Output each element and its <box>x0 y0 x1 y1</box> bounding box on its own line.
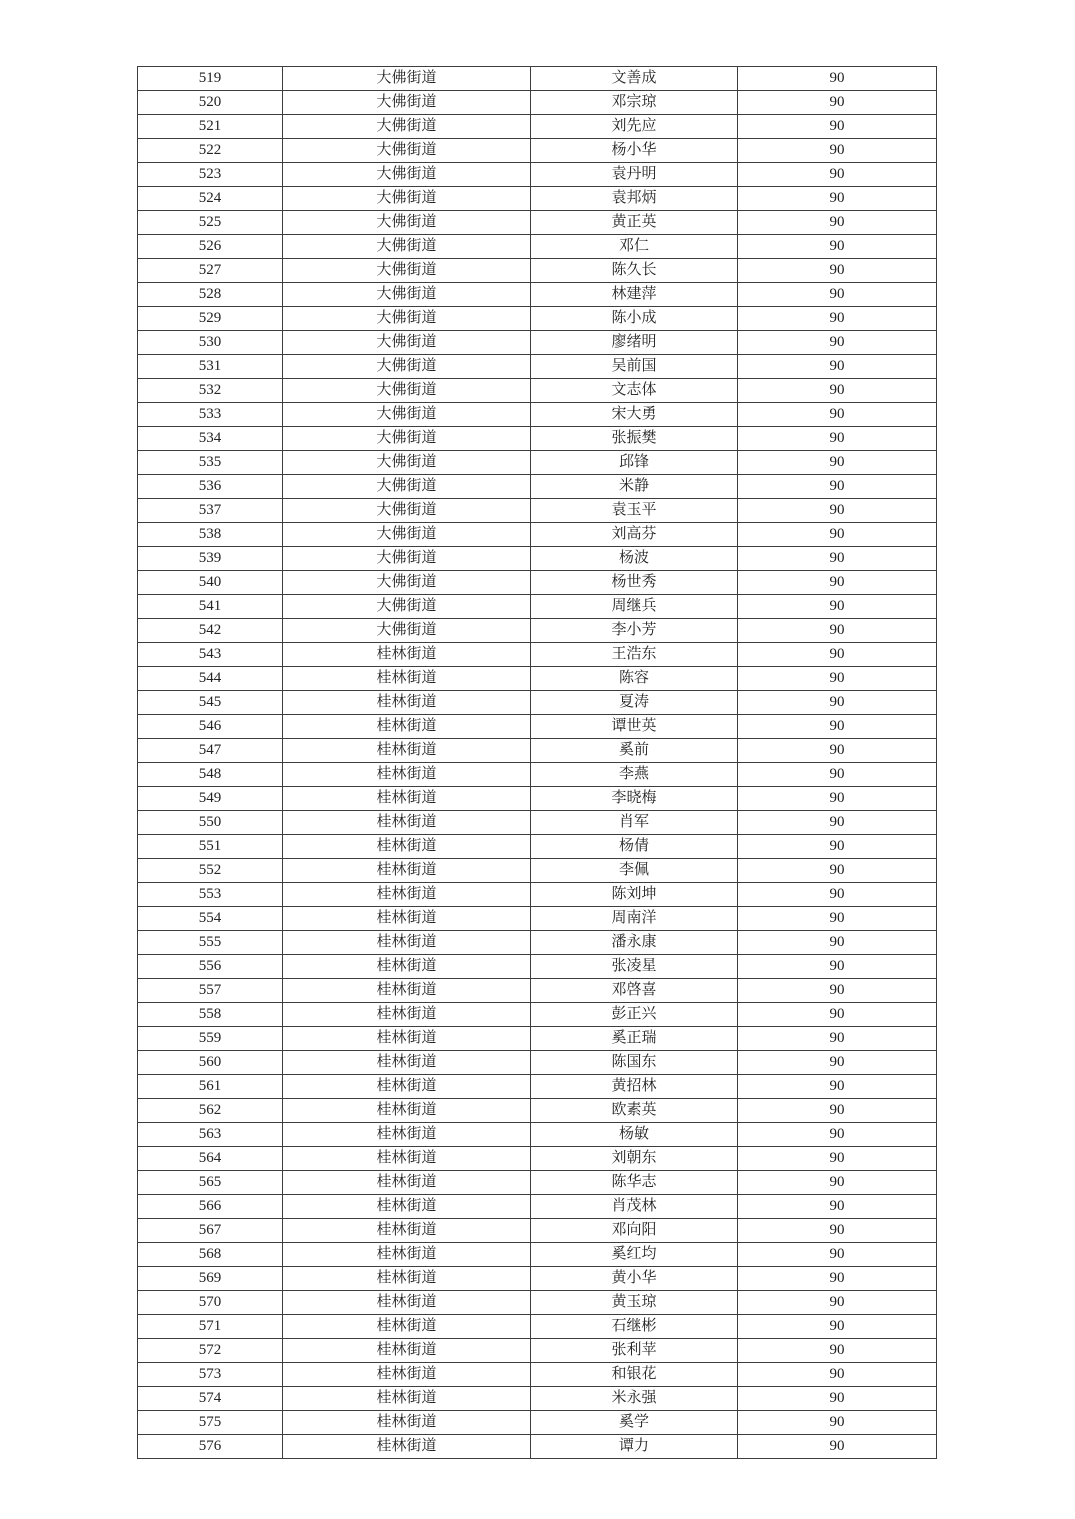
cell-street: 桂林街道 <box>283 739 531 763</box>
cell-street: 桂林街道 <box>283 1339 531 1363</box>
table-row <box>138 1267 937 1291</box>
cell-street: 大佛街道 <box>283 355 531 379</box>
cell-name: 邓宗琼 <box>531 91 738 115</box>
table-row <box>138 1051 937 1075</box>
cell-street: 桂林街道 <box>283 715 531 739</box>
cell-street: 桂林街道 <box>283 1411 531 1435</box>
table-row <box>138 1339 937 1363</box>
cell-name: 杨敏 <box>531 1123 738 1147</box>
cell-index: 553 <box>138 883 283 907</box>
cell-index: 536 <box>138 475 283 499</box>
cell-street: 桂林街道 <box>283 643 531 667</box>
cell-street: 大佛街道 <box>283 475 531 499</box>
cell-score: 90 <box>738 1363 937 1387</box>
table-row <box>138 547 937 571</box>
cell-score: 90 <box>738 1219 937 1243</box>
cell-index: 540 <box>138 571 283 595</box>
cell-street: 大佛街道 <box>283 523 531 547</box>
cell-score: 90 <box>738 907 937 931</box>
table-row <box>138 763 937 787</box>
cell-street: 大佛街道 <box>283 139 531 163</box>
cell-score: 90 <box>738 235 937 259</box>
table-row <box>138 811 937 835</box>
cell-index: 570 <box>138 1291 283 1315</box>
table-row <box>138 139 937 163</box>
table-row <box>138 883 937 907</box>
table-row <box>138 1171 937 1195</box>
cell-name: 奚学 <box>531 1411 738 1435</box>
table-row <box>138 523 937 547</box>
cell-name: 袁玉平 <box>531 499 738 523</box>
cell-index: 554 <box>138 907 283 931</box>
cell-name: 陈刘坤 <box>531 883 738 907</box>
cell-index: 558 <box>138 1003 283 1027</box>
cell-name: 杨世秀 <box>531 571 738 595</box>
cell-name: 陈华志 <box>531 1171 738 1195</box>
cell-index: 538 <box>138 523 283 547</box>
cell-street: 桂林街道 <box>283 667 531 691</box>
table-row <box>138 331 937 355</box>
cell-score: 90 <box>738 379 937 403</box>
table-row <box>138 979 937 1003</box>
cell-score: 90 <box>738 115 937 139</box>
cell-street: 大佛街道 <box>283 331 531 355</box>
cell-index: 539 <box>138 547 283 571</box>
cell-name: 杨小华 <box>531 139 738 163</box>
cell-score: 90 <box>738 595 937 619</box>
cell-index: 559 <box>138 1027 283 1051</box>
table-row <box>138 427 937 451</box>
cell-name: 张利苹 <box>531 1339 738 1363</box>
cell-name: 杨倩 <box>531 835 738 859</box>
cell-street: 桂林街道 <box>283 691 531 715</box>
cell-name: 杨波 <box>531 547 738 571</box>
table-row <box>138 1315 937 1339</box>
cell-score: 90 <box>738 1387 937 1411</box>
table-row <box>138 1003 937 1027</box>
cell-score: 90 <box>738 187 937 211</box>
cell-name: 和银花 <box>531 1363 738 1387</box>
cell-index: 561 <box>138 1075 283 1099</box>
cell-street: 大佛街道 <box>283 115 531 139</box>
cell-score: 90 <box>738 1027 937 1051</box>
cell-name: 周继兵 <box>531 595 738 619</box>
cell-name: 黄正英 <box>531 211 738 235</box>
cell-street: 桂林街道 <box>283 1123 531 1147</box>
table-row <box>138 739 937 763</box>
cell-score: 90 <box>738 403 937 427</box>
cell-index: 576 <box>138 1435 283 1459</box>
cell-name: 奚前 <box>531 739 738 763</box>
cell-name: 黄招林 <box>531 1075 738 1099</box>
cell-index: 535 <box>138 451 283 475</box>
cell-name: 米永强 <box>531 1387 738 1411</box>
cell-street: 桂林街道 <box>283 1387 531 1411</box>
cell-score: 90 <box>738 475 937 499</box>
cell-street: 桂林街道 <box>283 955 531 979</box>
table-row <box>138 91 937 115</box>
table-row <box>138 571 937 595</box>
table-row <box>138 451 937 475</box>
cell-index: 567 <box>138 1219 283 1243</box>
cell-index: 548 <box>138 763 283 787</box>
cell-name: 潘永康 <box>531 931 738 955</box>
cell-index: 529 <box>138 307 283 331</box>
cell-score: 90 <box>738 883 937 907</box>
cell-index: 530 <box>138 331 283 355</box>
cell-score: 90 <box>738 163 937 187</box>
cell-score: 90 <box>738 1099 937 1123</box>
table-row <box>138 691 937 715</box>
table-body <box>138 67 937 1459</box>
cell-name: 欧素英 <box>531 1099 738 1123</box>
cell-index: 572 <box>138 1339 283 1363</box>
cell-name: 吴前国 <box>531 355 738 379</box>
table-row <box>138 1363 937 1387</box>
cell-score: 90 <box>738 91 937 115</box>
cell-index: 560 <box>138 1051 283 1075</box>
cell-score: 90 <box>738 1267 937 1291</box>
cell-name: 谭力 <box>531 1435 738 1459</box>
table-row <box>138 475 937 499</box>
table-row <box>138 187 937 211</box>
cell-score: 90 <box>738 1195 937 1219</box>
cell-score: 90 <box>738 835 937 859</box>
cell-name: 邓向阳 <box>531 1219 738 1243</box>
cell-score: 90 <box>738 211 937 235</box>
cell-street: 桂林街道 <box>283 1099 531 1123</box>
cell-score: 90 <box>738 307 937 331</box>
cell-score: 90 <box>738 931 937 955</box>
cell-name: 袁丹明 <box>531 163 738 187</box>
table-row <box>138 1099 937 1123</box>
cell-street: 大佛街道 <box>283 259 531 283</box>
cell-index: 568 <box>138 1243 283 1267</box>
cell-name: 李佩 <box>531 859 738 883</box>
cell-street: 桂林街道 <box>283 1435 531 1459</box>
cell-street: 桂林街道 <box>283 1171 531 1195</box>
cell-index: 566 <box>138 1195 283 1219</box>
cell-score: 90 <box>738 451 937 475</box>
cell-index: 537 <box>138 499 283 523</box>
cell-index: 571 <box>138 1315 283 1339</box>
table-row <box>138 67 937 91</box>
cell-name: 肖军 <box>531 811 738 835</box>
cell-index: 565 <box>138 1171 283 1195</box>
table-row <box>138 163 937 187</box>
table-row <box>138 1411 937 1435</box>
cell-name: 文志体 <box>531 379 738 403</box>
cell-score: 90 <box>738 259 937 283</box>
cell-name: 刘朝东 <box>531 1147 738 1171</box>
cell-index: 556 <box>138 955 283 979</box>
cell-name: 米静 <box>531 475 738 499</box>
cell-index: 549 <box>138 787 283 811</box>
table-row <box>138 379 937 403</box>
cell-name: 陈国东 <box>531 1051 738 1075</box>
table-row <box>138 787 937 811</box>
cell-name: 李燕 <box>531 763 738 787</box>
cell-score: 90 <box>738 811 937 835</box>
cell-name: 邓仁 <box>531 235 738 259</box>
cell-name: 袁邦炳 <box>531 187 738 211</box>
cell-name: 邓啓喜 <box>531 979 738 1003</box>
cell-index: 521 <box>138 115 283 139</box>
cell-score: 90 <box>738 427 937 451</box>
cell-score: 90 <box>738 643 937 667</box>
table-row <box>138 307 937 331</box>
cell-score: 90 <box>738 979 937 1003</box>
cell-score: 90 <box>738 955 937 979</box>
table-row <box>138 235 937 259</box>
cell-name: 奚正瑞 <box>531 1027 738 1051</box>
cell-street: 桂林街道 <box>283 859 531 883</box>
cell-street: 桂林街道 <box>283 1027 531 1051</box>
table-row <box>138 211 937 235</box>
cell-score: 90 <box>738 523 937 547</box>
cell-score: 90 <box>738 1123 937 1147</box>
table-row <box>138 1195 937 1219</box>
cell-street: 大佛街道 <box>283 163 531 187</box>
cell-score: 90 <box>738 1003 937 1027</box>
table-row <box>138 835 937 859</box>
cell-index: 533 <box>138 403 283 427</box>
cell-street: 桂林街道 <box>283 1315 531 1339</box>
cell-score: 90 <box>738 1051 937 1075</box>
cell-score: 90 <box>738 67 937 91</box>
table-row <box>138 1435 937 1459</box>
cell-street: 桂林街道 <box>283 907 531 931</box>
cell-index: 552 <box>138 859 283 883</box>
cell-street: 大佛街道 <box>283 91 531 115</box>
cell-street: 桂林街道 <box>283 1363 531 1387</box>
cell-index: 557 <box>138 979 283 1003</box>
table-row <box>138 115 937 139</box>
cell-index: 551 <box>138 835 283 859</box>
cell-name: 李晓梅 <box>531 787 738 811</box>
cell-score: 90 <box>738 547 937 571</box>
cell-index: 526 <box>138 235 283 259</box>
cell-name: 奚红均 <box>531 1243 738 1267</box>
cell-index: 534 <box>138 427 283 451</box>
cell-score: 90 <box>738 1315 937 1339</box>
cell-street: 大佛街道 <box>283 283 531 307</box>
table-row <box>138 643 937 667</box>
cell-score: 90 <box>738 739 937 763</box>
cell-score: 90 <box>738 691 937 715</box>
cell-index: 527 <box>138 259 283 283</box>
cell-index: 520 <box>138 91 283 115</box>
data-table <box>137 66 937 1459</box>
cell-street: 大佛街道 <box>283 451 531 475</box>
cell-street: 桂林街道 <box>283 1291 531 1315</box>
cell-name: 张凌星 <box>531 955 738 979</box>
table-row <box>138 955 937 979</box>
cell-index: 575 <box>138 1411 283 1435</box>
cell-score: 90 <box>738 1243 937 1267</box>
cell-street: 桂林街道 <box>283 1195 531 1219</box>
cell-score: 90 <box>738 1291 937 1315</box>
cell-street: 大佛街道 <box>283 595 531 619</box>
cell-index: 563 <box>138 1123 283 1147</box>
cell-street: 桂林街道 <box>283 1075 531 1099</box>
table-row <box>138 1147 937 1171</box>
table-row <box>138 1123 937 1147</box>
cell-index: 523 <box>138 163 283 187</box>
table-row <box>138 1219 937 1243</box>
table-row <box>138 499 937 523</box>
cell-street: 桂林街道 <box>283 1051 531 1075</box>
cell-name: 张振樊 <box>531 427 738 451</box>
table-row <box>138 403 937 427</box>
cell-score: 90 <box>738 1435 937 1459</box>
cell-score: 90 <box>738 355 937 379</box>
cell-street: 大佛街道 <box>283 379 531 403</box>
cell-street: 大佛街道 <box>283 403 531 427</box>
cell-street: 大佛街道 <box>283 187 531 211</box>
cell-score: 90 <box>738 331 937 355</box>
cell-score: 90 <box>738 499 937 523</box>
cell-index: 528 <box>138 283 283 307</box>
cell-index: 525 <box>138 211 283 235</box>
cell-street: 大佛街道 <box>283 499 531 523</box>
cell-street: 大佛街道 <box>283 235 531 259</box>
table-row <box>138 619 937 643</box>
cell-name: 周南洋 <box>531 907 738 931</box>
cell-name: 陈小成 <box>531 307 738 331</box>
table-row <box>138 1243 937 1267</box>
table-row <box>138 907 937 931</box>
cell-street: 桂林街道 <box>283 931 531 955</box>
cell-index: 564 <box>138 1147 283 1171</box>
cell-index: 524 <box>138 187 283 211</box>
cell-index: 574 <box>138 1387 283 1411</box>
cell-score: 90 <box>738 571 937 595</box>
cell-index: 541 <box>138 595 283 619</box>
cell-score: 90 <box>738 283 937 307</box>
cell-name: 王浩东 <box>531 643 738 667</box>
cell-name: 肖茂林 <box>531 1195 738 1219</box>
cell-name: 黄玉琼 <box>531 1291 738 1315</box>
cell-index: 547 <box>138 739 283 763</box>
cell-score: 90 <box>738 787 937 811</box>
cell-score: 90 <box>738 619 937 643</box>
cell-index: 550 <box>138 811 283 835</box>
cell-name: 谭世英 <box>531 715 738 739</box>
cell-street: 大佛街道 <box>283 67 531 91</box>
cell-street: 桂林街道 <box>283 787 531 811</box>
cell-street: 桂林街道 <box>283 1219 531 1243</box>
cell-score: 90 <box>738 715 937 739</box>
cell-score: 90 <box>738 1339 937 1363</box>
cell-score: 90 <box>738 763 937 787</box>
cell-score: 90 <box>738 667 937 691</box>
cell-index: 519 <box>138 67 283 91</box>
table-row <box>138 1291 937 1315</box>
cell-index: 531 <box>138 355 283 379</box>
cell-name: 宋大勇 <box>531 403 738 427</box>
cell-street: 大佛街道 <box>283 307 531 331</box>
cell-name: 夏涛 <box>531 691 738 715</box>
table-row <box>138 1387 937 1411</box>
cell-street: 桂林街道 <box>283 763 531 787</box>
table-row <box>138 1075 937 1099</box>
table-row <box>138 355 937 379</box>
table-row <box>138 931 937 955</box>
cell-name: 彭正兴 <box>531 1003 738 1027</box>
table-row <box>138 259 937 283</box>
cell-score: 90 <box>738 1075 937 1099</box>
table-row <box>138 715 937 739</box>
cell-name: 石继彬 <box>531 1315 738 1339</box>
table-row <box>138 283 937 307</box>
cell-name: 邱锋 <box>531 451 738 475</box>
cell-name: 李小芳 <box>531 619 738 643</box>
cell-index: 544 <box>138 667 283 691</box>
cell-name: 刘先应 <box>531 115 738 139</box>
cell-street: 桂林街道 <box>283 811 531 835</box>
cell-score: 90 <box>738 1411 937 1435</box>
cell-name: 林建萍 <box>531 283 738 307</box>
cell-street: 桂林街道 <box>283 835 531 859</box>
cell-street: 大佛街道 <box>283 571 531 595</box>
cell-index: 546 <box>138 715 283 739</box>
cell-name: 陈容 <box>531 667 738 691</box>
table-row <box>138 1027 937 1051</box>
cell-name: 廖绪明 <box>531 331 738 355</box>
cell-index: 573 <box>138 1363 283 1387</box>
cell-street: 桂林街道 <box>283 1267 531 1291</box>
cell-street: 桂林街道 <box>283 1003 531 1027</box>
table-row <box>138 595 937 619</box>
table-row <box>138 667 937 691</box>
table-row <box>138 859 937 883</box>
cell-street: 大佛街道 <box>283 427 531 451</box>
cell-index: 569 <box>138 1267 283 1291</box>
cell-score: 90 <box>738 1171 937 1195</box>
cell-index: 543 <box>138 643 283 667</box>
cell-street: 桂林街道 <box>283 979 531 1003</box>
cell-index: 542 <box>138 619 283 643</box>
cell-street: 桂林街道 <box>283 883 531 907</box>
cell-index: 545 <box>138 691 283 715</box>
cell-score: 90 <box>738 1147 937 1171</box>
cell-index: 522 <box>138 139 283 163</box>
cell-index: 532 <box>138 379 283 403</box>
cell-name: 刘高芬 <box>531 523 738 547</box>
cell-name: 黄小华 <box>531 1267 738 1291</box>
cell-index: 555 <box>138 931 283 955</box>
cell-name: 文善成 <box>531 67 738 91</box>
cell-name: 陈久长 <box>531 259 738 283</box>
cell-index: 562 <box>138 1099 283 1123</box>
cell-score: 90 <box>738 139 937 163</box>
cell-score: 90 <box>738 859 937 883</box>
cell-street: 桂林街道 <box>283 1243 531 1267</box>
cell-street: 大佛街道 <box>283 547 531 571</box>
cell-street: 桂林街道 <box>283 1147 531 1171</box>
cell-street: 大佛街道 <box>283 619 531 643</box>
cell-street: 大佛街道 <box>283 211 531 235</box>
